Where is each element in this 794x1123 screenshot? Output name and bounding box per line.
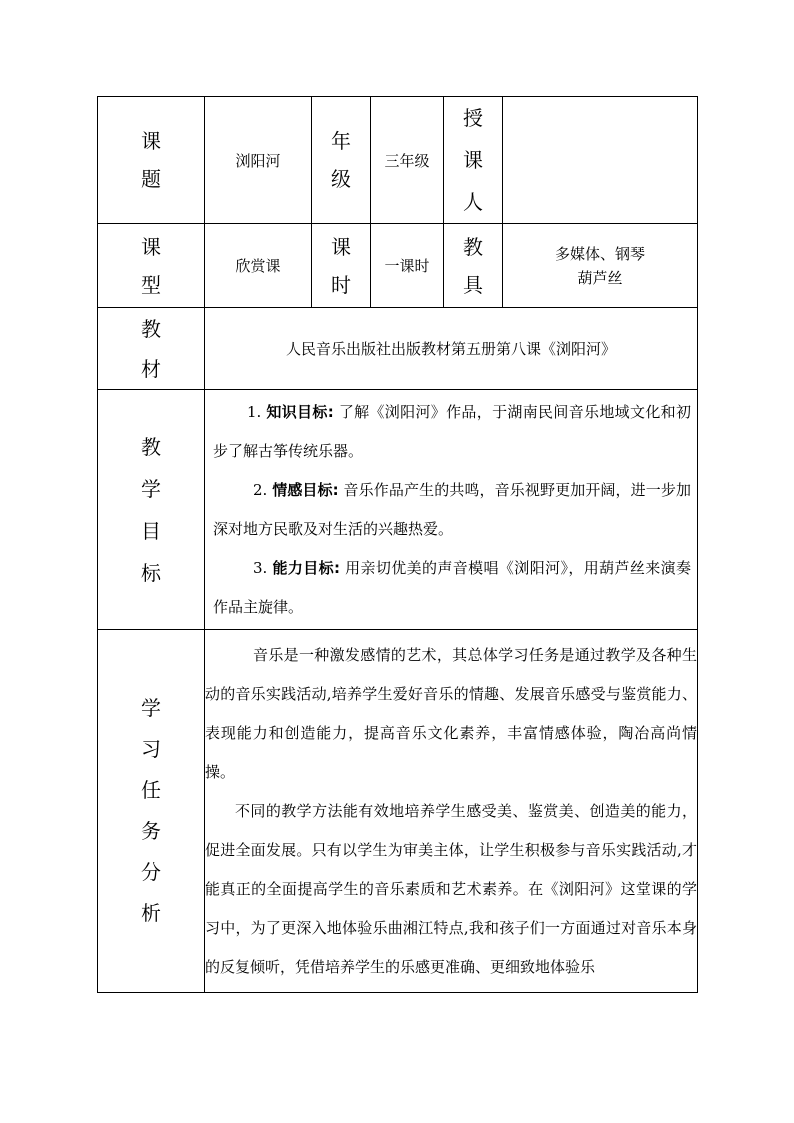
row-topic — [98, 97, 698, 224]
material-label: 教 材 — [98, 308, 205, 390]
task-label: 学 习 任 务 分 析 — [98, 630, 205, 993]
goal-emotion: 2. 情感目标: 音乐作品产生的共鸣，音乐视野更加开阔，进一步加深对地方民歌及对生活的兴趣热爱。 — [213, 480, 691, 538]
lesson-plan-table — [97, 96, 698, 993]
type-label: 课 型 — [98, 224, 205, 308]
row-task-analysis — [98, 630, 698, 993]
task-paragraph: 音乐是一种激发感情的艺术，其总体学习任务是通过教学及各种生动的音乐实践活动,培养学生爱好音乐的情趣、发展音乐感受与鉴赏能力、表现能力和创造能力，提高音乐文化素养，丰富情感体验，陶冶高尚情操。 — [205, 645, 697, 781]
topic-label: 课 题 — [98, 97, 205, 224]
teacher-value — [503, 97, 698, 224]
type-value: 欣赏课 — [205, 224, 312, 308]
goal-knowledge: 1. 知识目标: 了解《浏阳河》作品，于湖南民间音乐地域文化和初步了解古筝传统乐器。 — [213, 402, 691, 460]
goals-content — [205, 390, 698, 630]
tools-value: 多媒体、钢琴 葫芦丝 — [503, 224, 698, 308]
task-content — [205, 630, 698, 993]
goal-ability: 3. 能力目标: 用亲切优美的声音模唱《浏阳河》，用葫芦丝来演奏作品主旋律。 — [213, 558, 691, 616]
goal-label: 教 学 目 标 — [98, 390, 205, 630]
teacher-label: 授 课 人 — [444, 97, 503, 224]
row-material — [98, 308, 698, 390]
row-goals — [98, 390, 698, 630]
row-type — [98, 224, 698, 308]
grade-value: 三年级 — [371, 97, 444, 224]
period-value: 一课时 — [371, 224, 444, 308]
grade-label: 年 级 — [312, 97, 371, 224]
task-paragraph: 不同的教学方法能有效地培养学生感受美、鉴赏美、创造美的能力，促进全面发展。只有以学生为审美主体，让学生积极参与音乐实践活动,才能真正的全面提高学生的音乐素质和艺术素养。在《浏阳河》这堂课的学习中，为了更深入地体验乐曲湘江特点,我和孩子们一方面通过对音乐本身的反复倾听，凭借培养学生的乐感更准确、更细致地体验乐 — [205, 801, 697, 976]
tools-label: 教 具 — [444, 224, 503, 308]
material-value: 人民音乐出版社出版教材第五册第八课《浏阳河》 — [205, 308, 698, 390]
topic-value: 浏阳河 — [205, 97, 312, 224]
period-label: 课 时 — [312, 224, 371, 308]
